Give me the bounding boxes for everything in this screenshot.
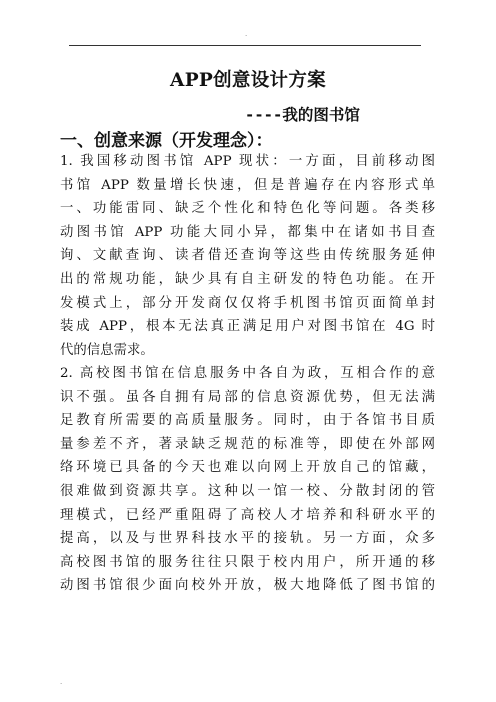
paragraph-line: 识不强。虽各自拥有局部的信息资源优势，但无法满 [60,389,435,405]
document-title: APP创意设计方案 [170,70,326,91]
paragraph-line: 动图书馆很少面向校外开放，极大地降低了图书馆的 [60,578,435,594]
paragraph-line: 动图书馆 APP 功能大同小异，都集中在诸如书目查 [60,224,435,240]
paragraph-line: 理模式，已经严重阻碍了高校人才培养和科研水平的 [60,507,435,523]
section-heading: 一、创意来源（开发理念）： [60,131,273,151]
paragraph-line: 2. 高校图书馆在信息服务中各自为政，互相合作的意 [60,366,435,381]
paragraph-line: 代的信息需求。 [60,342,154,358]
paragraph-2 [60,362,435,598]
paragraph-line: 量参差不齐，著录缺乏规范的标准等，即使在外部网 [60,436,435,452]
paragraph-1 [60,150,435,362]
paragraph-line: 很难做到资源共享。这种以一馆一校、分散封闭的管 [60,483,435,499]
paragraph-line: 络环境已具备的今天也难以向网上开放自己的馆藏， [60,460,435,476]
document-subtitle: ----我的图书馆 [245,106,360,124]
header-mark: . [245,30,248,38]
paragraph-line: 发模式上，部分开发商仅仅将手机图书馆页面简单封 [60,295,435,311]
paragraph-line: 装成 APP，根本无法真正满足用户对图书馆在 4G 时 [60,319,435,335]
footer-mark: . [60,678,63,686]
paragraph-line: 高校图书馆的服务往往只限于校内用户，所开通的移 [60,554,435,570]
paragraph-line: 提高，以及与世界科技水平的接轨。另一方面，众多 [60,531,435,547]
header-rule [69,45,421,46]
paragraph-line: 1. 我国移动图书馆 APP 现状：一方面，目前移动图 [60,154,435,169]
paragraph-line: 询、文献查询、读者借还查询等这些由传统服务延伸 [60,248,435,264]
paragraph-line: 足教育所需要的高质量服务。同时，由于各馆书目质 [60,413,435,429]
paragraph-line: 出的常规功能，缺少具有自主研发的特色功能。在开 [60,271,435,287]
paragraph-line: 一、功能雷同、缺乏个性化和特色化等问题。各类移 [60,201,435,217]
paragraph-line: 书馆 APP 数量增长快速，但是普遍存在内容形式单 [60,177,435,193]
